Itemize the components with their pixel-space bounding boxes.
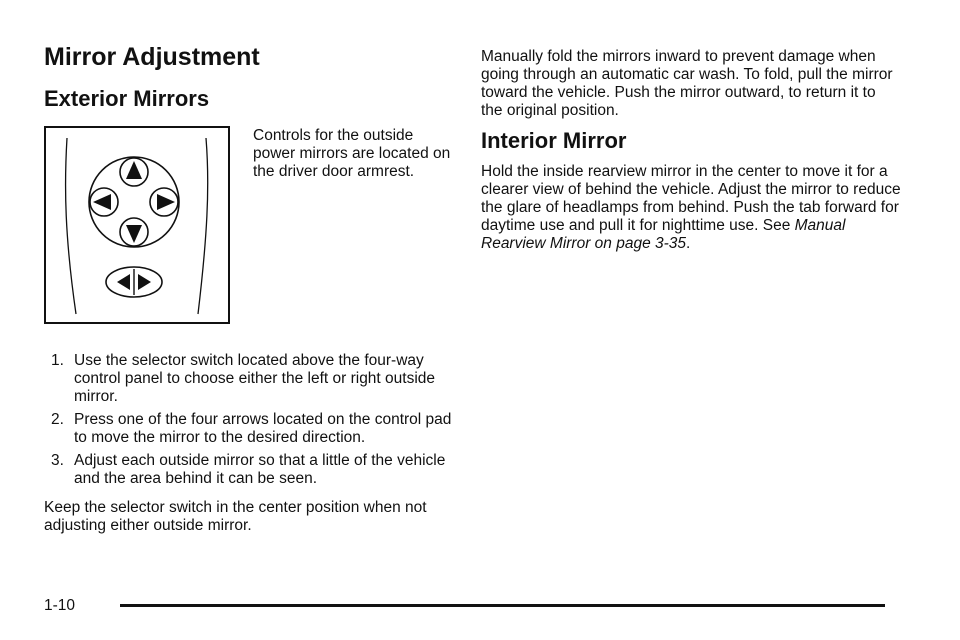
figure-caption: Controls for the outside power mirrors are located on the driver door armrest. xyxy=(253,127,451,180)
interior-text: Hold the inside rearview mirror in the center to move it for a clearer view of behind the vehicle. Adjust the mirror to reduce the glare of headlamps from behind. Push the tab forward for daytime use and pull it for nighttime use. See xyxy=(481,163,901,234)
right-arrow-icon xyxy=(150,188,178,216)
mirror-control-figure xyxy=(44,126,230,324)
step-text: Press one of the four arrows located on the control pad to move the mirror to the desired direction. xyxy=(74,411,452,446)
left-arrow-icon xyxy=(90,188,118,216)
step-number: 2. xyxy=(51,411,64,428)
armrest-left-edge xyxy=(66,138,76,314)
interior-mirror-paragraph xyxy=(481,163,901,253)
step-number: 1. xyxy=(51,352,64,369)
down-arrow-icon xyxy=(120,218,148,246)
fold-mirrors-paragraph: Manually fold the mirrors inward to prevent damage when going through an automatic car wash. To fold, pull the mirror toward the vehicle. Push the mirror outward, to return it to the original position. xyxy=(481,48,893,119)
page-number: 1-10 xyxy=(44,597,76,614)
step-number: 3. xyxy=(51,452,64,469)
up-arrow-icon xyxy=(120,158,148,186)
list-item xyxy=(44,411,452,447)
step-text: Adjust each outside mirror so that a little of the vehicle and the area behind it can be seen. xyxy=(74,452,446,487)
page-title: Mirror Adjustment xyxy=(44,43,260,71)
list-item xyxy=(44,452,452,488)
list-item xyxy=(44,352,452,406)
exterior-mirrors-heading: Exterior Mirrors xyxy=(44,86,210,111)
selector-switch-icon xyxy=(106,267,162,297)
cross-reference-link[interactable]: Manual Rearview Mirror on page 3-35 xyxy=(481,217,846,252)
interior-mirror-heading: Interior Mirror xyxy=(481,128,627,153)
footer-rule xyxy=(120,604,885,607)
mirror-control-illustration xyxy=(46,128,232,326)
armrest-right-edge xyxy=(198,138,208,314)
step-text: Use the selector switch located above the four-way control panel to choose either the left or right outside mirror. xyxy=(74,352,436,405)
adjustment-steps xyxy=(44,352,452,493)
interior-text-end: . xyxy=(686,235,691,252)
selector-note: Keep the selector switch in the center position when not adjusting either outside mirror. xyxy=(44,499,427,534)
